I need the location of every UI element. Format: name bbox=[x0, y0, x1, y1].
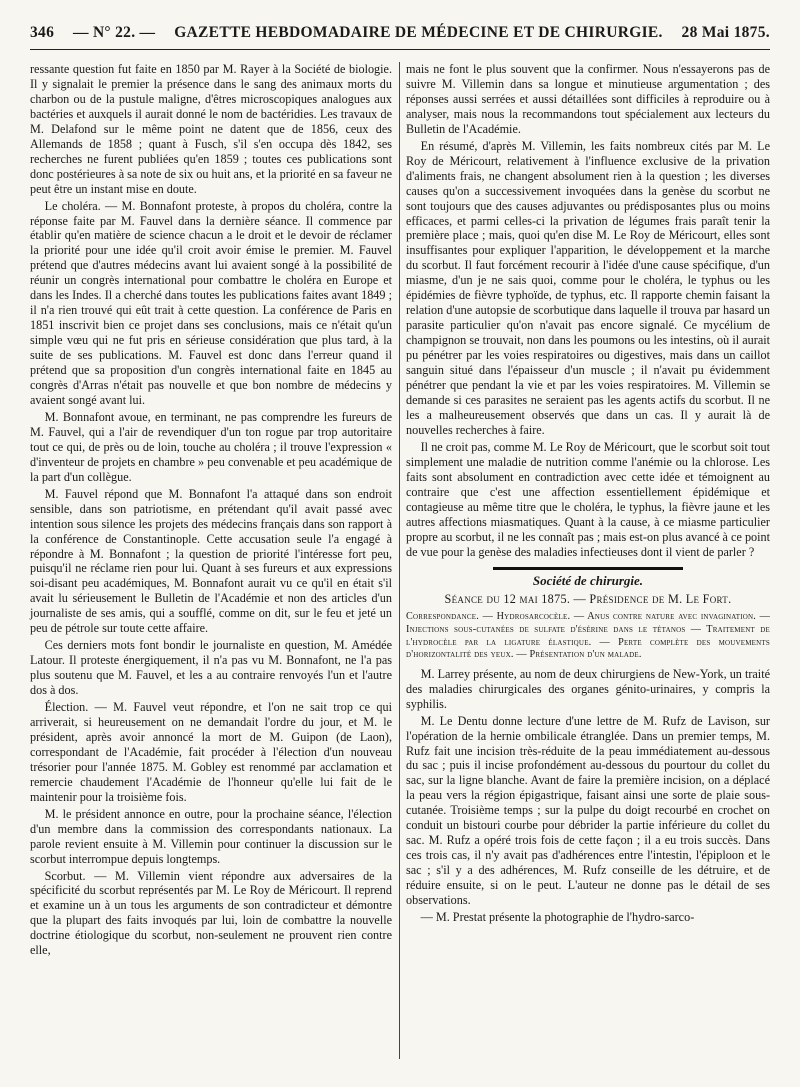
article-paragraph: En résumé, d'après M. Villemin, les faits nombreux cités par M. Le Roy de Méricourt, relativement à l'influence exclusive de la privation d'aliments frais, ne changent absolument rien à la question ; les diverses causes qu'on a successivement invoquées dans la genèse du scorbut ne sont toujours que des causes adjuvantes ou prédisposantes plus ou moins efficaces, et parmi celles-ci la privation de légumes frais paraît tenir la première place ; mais, quoi qu'en dise M. Le Roy de Méricourt, elles sont insuffisantes pour expliquer l'apparition, le développement et la marche du scorbut. Il faut forcément recourir à l'idée d'une cause spécifique, d'un miasme, d'un je ne sais quoi, comme pour le choléra, le typhus ou les épidémies de fièvre typhoïde, de typhus, etc. Il rapporte chemin faisant la relation d'une autopsie de scorbutique dans laquelle il trouva par hasard un parasite particulier qu'on n'avait pas encore signalé. Ce mycélium de champignon se trouvait, non dans les poumons ou les intestins, où il aurait pu pénétrer par les voies respiratoires ou digestives, mais dans un caillot sanguin situé dans l'épaisseur d'un muscle ; il n'avait pu évidemment pénétrer que pendant la vie et par les voies respiratoires. M. Villemin se demande si ces parasites ne seraient pas les agents actifs du scorbut. Il ne les a malheureusement observés que dans un cas. Il y aurait là de nouvelles recherches à faire. bbox=[406, 138, 770, 437]
article-paragraph: mais ne font le plus souvent que la confirmer. Nous n'essayerons pas de suivre M. Villemin dans sa longue et minutieuse argumentation ; des réponses aussi serrées et aussi détaillées sont difficiles à reproduire ou à analyser, mais nous la recommandons tout spécialement aux lecteurs du Bulletin de l'Académie. bbox=[406, 62, 770, 136]
article-paragraph: Il ne croit pas, comme M. Le Roy de Méricourt, que le scorbut soit tout simplement une maladie de nutrition comme l'anémie ou la chlorose. Les faits sont absolument en contradiction avec cette idée et témoignent au contraire que c'est une affection essentiellement épidémique et contagieuse au même titre que le choléra, le typhus, la fièvre jaune et les autres affections miasmatiques. Quant à la cause, à ce miasme particulier propre au scorbut, il ne les connaît pas ; mais est-on plus avancé à ce point de vue pour la genèse des maladies infectieuses dont il vient de parler ? bbox=[406, 439, 770, 559]
left-column bbox=[30, 62, 392, 960]
article-paragraph: Élection. — M. Fauvel veut répondre, et l'on ne sait trop ce qui arriverait, si heureusement on ne demandait l'ordre du jour, et M. le président, après avoir annoncé la mort de M. Guipon (de Laon), correspondant de l'Académie, fait procéder à l'élection d'un nouveau trésorier pour l'année 1875. M. Gobley est renommé par acclamation et remercie chaudement l'Académie de l'honneur qu'elle lui fait de le maintenir pour la troisième fois. bbox=[30, 700, 392, 804]
article-paragraph: M. Larrey présente, au nom de deux chirurgiens de New-York, un traité des maladies chirurgicales des organes génito-urinaires, y compris la syphilis. bbox=[406, 666, 770, 711]
article-paragraph: Ces derniers mots font bondir le journaliste en question, M. Amédée Latour. Il proteste énergiquement, il n'a pas vu M. Bonnafont, ne l'a pas plus soutenu que M. Fauvel, et les a au contraire renvoyés l'un et l'autre dos à dos. bbox=[30, 638, 392, 698]
article-paragraph: Scorbut. — M. Villemin vient répondre aux adversaires de la spécificité du scorbut représentés par M. Le Roy de Méricourt. Il reprend et examine un à un tous les arguments de son contradicteur et démontre que la plupart des faits invoqués par lui, loin de combattre la nouvelle doctrine étiologique du scorbut, non-seulement ne prouvent rien contre elle, bbox=[30, 868, 392, 958]
issue-date: 28 Mai 1875. bbox=[681, 24, 770, 41]
session-line: Séance du 12 mai 1875. — Présidence de M. Le Fort. bbox=[444, 592, 732, 607]
right-column bbox=[406, 62, 770, 927]
article-paragraph: M. Fauvel répond que M. Bonnafont l'a attaqué dans son endroit sensible, dans son patriotisme, en prétendant qu'il avait passé avec intention sous silence les projets des médecins français dans son rapport à la conférence de Constantinople. Cette accusation seule l'a engagé à répondre à M. Bonnafont ; la question de priorité l'intéresse fort peu, puisqu'il ne réclame rien pour lui. Quant à ses fureurs et aux expressions soi-disant peu académiques, M. Bonnafont aurait vu ce qu'il en était s'il avait lu sérieusement le Bulletin de l'Académie et non des articles d'un journaliste de ses amis, qui a soufflé, comme on dit, sur le feu et jeté un peu de pétrole sur toute cette affaire. bbox=[30, 486, 392, 636]
page-header bbox=[30, 24, 770, 52]
article-paragraph: — M. Prestat présente la photographie de l'hydro-sarco- bbox=[420, 909, 695, 924]
journal-title: GAZETTE HEBDOMADAIRE DE MÉDECINE ET DE CHIRURGIE. bbox=[174, 24, 663, 41]
article-paragraph: M. Le Dentu donne lecture d'une lettre de M. Rufz de Lavison, sur l'opération de la hernie ombilicale étranglée. Dans un premier temps, M. Rufz fait une incision très-réduite de la peau immédiatement au-dessous du sac ; puis il incise profondément au-dessous du pourtour du collet du sac, sur la ligne blanche. Avant de faire la première incision, on a déplacé la peau vers la région épigastrique, faisant ainsi une sorte de plaie sous-cutanée. Troisième temps ; sur la pulpe du doigt recourbé en crochet on conduit un bistouri courbe pour débrider la partie inférieure du collet du sac. M. Rufz a opéré trois fois de cette façon ; il a eu trois succès. Dans ces trois cas, il n'y avait pas d'adhérences entre l'intestin, l'épiploon et le sac ; s'il y a des adhérences, M. Rufz conseille de les détruire, et de réduire ensuite, si on le peut. L'auteur ne donne pas le détail de ses observations. bbox=[406, 713, 770, 908]
issue-number: — N° 22. — bbox=[72, 24, 156, 41]
session-summary: Correspondance. — Hydrosarcocèle. — Anus contre nature avec invagination. — Injections sous-cutanées de sulfate d'ésérine dans le tétanos — Traitement de l'hydrocèle par la ligature élastique. — Perte complète des mouvements d'horizontalité des yeux. — Présentation d'un malade. bbox=[406, 611, 770, 661]
section-rule bbox=[493, 567, 683, 570]
article-paragraph: Le choléra. — M. Bonnafont proteste, à propos du choléra, contre la réponse faite par M. Fauvel dans la dernière séance. Il commence par établir qu'en matière de science chacun a le droit et le devoir de réclamer la priorité pour une idée qu'il croit avoir émise le premier. M. Fauvel prétend que d'autres médecins avant lui avaient songé à la possibilité de réunir un congrès international pour combattre le choléra en Europe et dans les Indes. Il a cherché dans toutes les publications faites avant 1849 ; il n'a rien trouvé qui eût trait à cette question. La conférence de Paris en 1851 inscrivit bien ce projet dans ses conclusions, mais ce n'était qu'un simple vœu qui ne fut pris en sérieuse considération que plus tard, à la suite de ses publications. M. Fauvel est donc dans l'erreur quand il prétend que sa proposition d'un congrès international faite en 1845 au congrès d'Arras n'était pas nouvelle et que bon nombre de médecins y avaient songé avant lui. bbox=[30, 198, 392, 407]
header-rule bbox=[30, 49, 770, 50]
article-paragraph: M. Bonnafont avoue, en terminant, ne pas comprendre les fureurs de M. Fauvel, qui a l'air de revendiquer d'un ton rogue par trop autoritaire tout ce qui, de près ou de loin, touche au choléra ; il trouve l'expression « d'inventeur de projets en chambre » peu convenable et peu académique de la part d'un collègue. bbox=[30, 409, 392, 484]
column-divider bbox=[399, 62, 400, 1059]
society-heading: Société de chirurgie. bbox=[532, 573, 644, 589]
page-number: 346 bbox=[30, 24, 55, 41]
article-paragraph: ressante question fut faite en 1850 par M. Rayer à la Société de biologie. Il y signalait le premier la présence dans le sang des animaux morts du charbon ou de la pustule maligne, d'êtres microscopiques analogues aux bactéries et auxquels il aurait donné le nom de bactéridies. Les travaux de M. Delafond sur le même point ne datent que de 1856, ceux des Allemands de 1858 ; quant à Fusch, s'il s'en occupa dès 1842, ses recherches ne furent publiées qu'en 1859 ; toutes ces publications sont donc postérieures à sa note de six ou huit ans, et la priorité en sa faveur ne peut être un instant mise en doute. bbox=[30, 62, 392, 196]
article-paragraph: M. le président annonce en outre, pour la prochaine séance, l'élection d'un membre dans la commission des correspondants nationaux. La parole revient ensuite à M. Villemin pour continuer la discussion sur le scorbut interrompue depuis longtemps. bbox=[30, 806, 392, 866]
